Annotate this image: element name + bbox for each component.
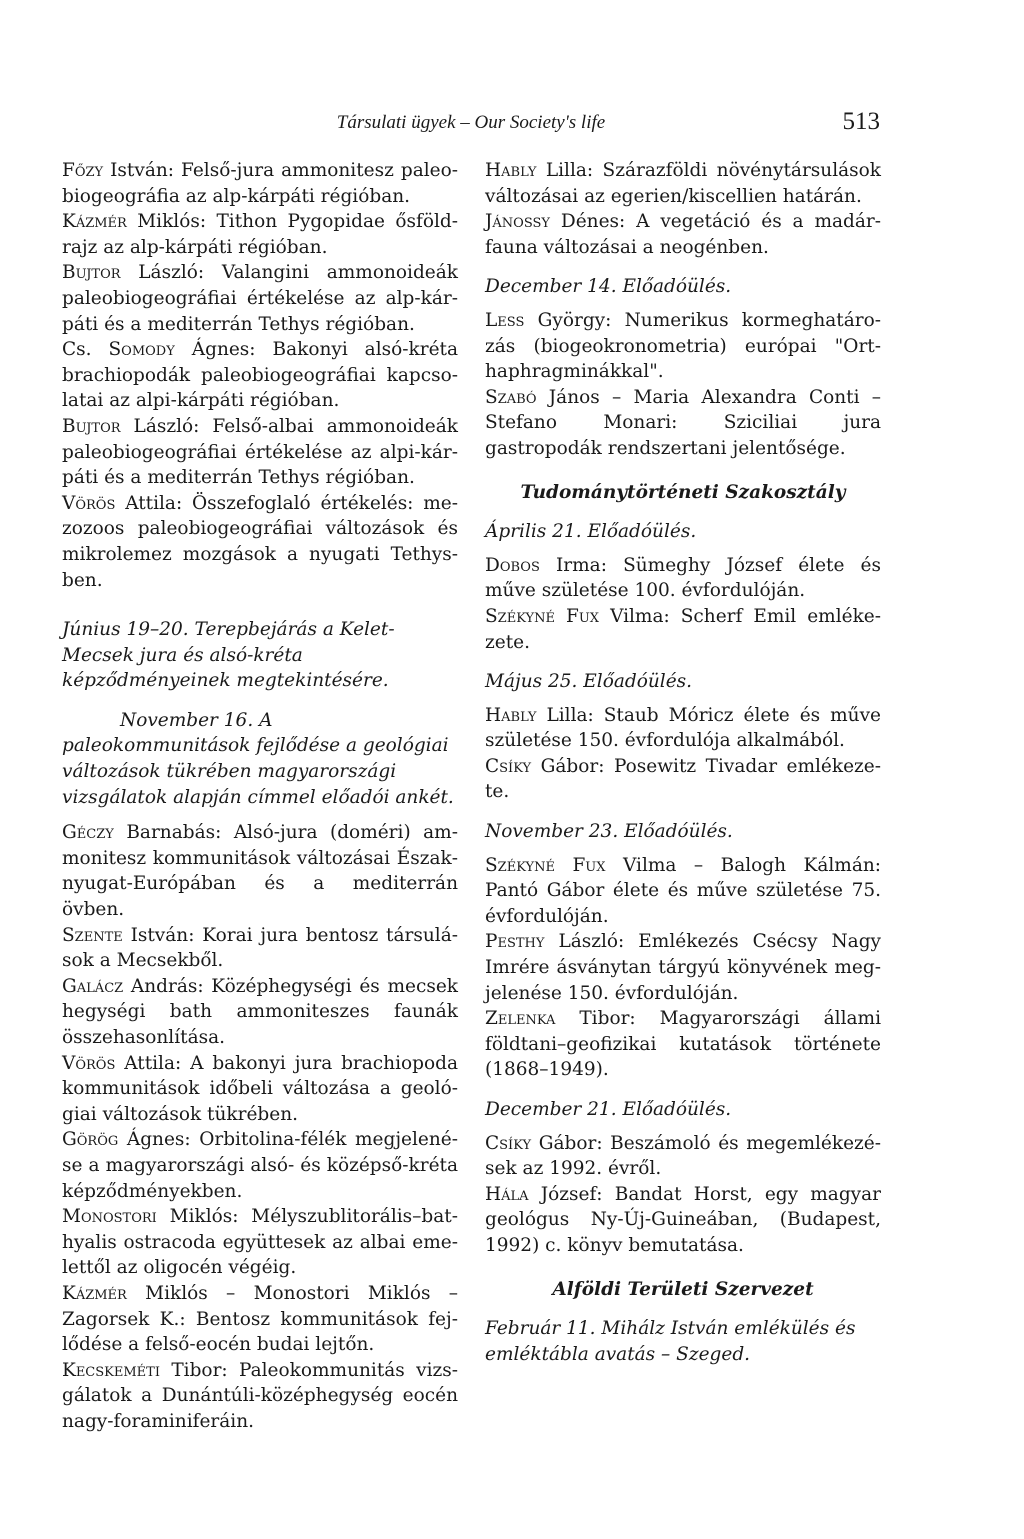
entry-title: Attila: Összefoglaló értékelés: mezozoos paleobiogeográfiai változások és mikrolemez mozgások a nyugati Tethysben. — [62, 492, 458, 591]
entry-title: Miklós: Tithon Pygopidae ősföldrajz az alp-kárpáti régióban. — [62, 211, 458, 258]
author-name: Hála — [485, 1183, 529, 1205]
date-april-21: Április 21. Előadóülés. — [485, 521, 697, 543]
entry-list — [62, 158, 458, 593]
entry-title: Gábor: Beszámoló és megemlékezések az 1992. évről. — [485, 1132, 881, 1180]
author-entry — [485, 158, 881, 209]
entry-title: Ágnes: Orbitolina-félék megjelenése a magyarországi alsó- és középső-kréta képződményekben. — [62, 1129, 458, 1202]
author-entry — [62, 491, 458, 593]
author-entry — [62, 820, 458, 922]
right-column — [485, 158, 881, 1377]
author-name: Dobos — [485, 554, 540, 576]
section-heading-alfold: Alföldi Területi Szervezet — [552, 1278, 814, 1300]
author-name: Pesthy — [485, 931, 545, 953]
author-name: Csíky — [485, 755, 532, 777]
entry-list — [485, 553, 881, 655]
event-february: Február 11. Mihálz István emlékülés és emléktábla avatás – Szeged. — [485, 1318, 856, 1365]
entry-list — [485, 308, 881, 462]
entry-list — [485, 703, 881, 805]
author-name: Szente — [62, 924, 123, 946]
author-entry — [485, 1006, 881, 1083]
author-name: Csíky — [485, 1132, 532, 1154]
entry-title: János – Maria Alexandra Conti – Stefano Monari: Sziciliai jura gastropodák rendszertani jelentősége. — [485, 386, 881, 459]
left-column — [62, 158, 458, 1435]
author-name: Hably — [485, 160, 537, 181]
entry-title: Ágnes: Bakonyi alsó-kréta brachiopodák paleobiogeográfiai kapcsolatai az alpi-kárpáti régióban. — [62, 339, 458, 412]
author-entry — [62, 1204, 458, 1281]
entry-title: Dénes: A vegetáció és a madárfauna változásai a neogénben. — [485, 211, 881, 258]
entry-title: Miklós: Mélyszublitorális–bathyalis ostracoda együttesek az albai emelettől az oligocén végéig. — [62, 1206, 458, 1279]
page-header — [62, 106, 880, 146]
entry-title: György: Numerikus kormeghatározás (biogeokronometria) európai "Orthaphragminákkal". — [485, 309, 881, 383]
author-name: Görög — [62, 1129, 119, 1151]
author-prefix: Cs. — [62, 339, 109, 361]
author-entry — [485, 853, 881, 930]
author-entry — [485, 1131, 881, 1182]
entry-title: Miklós – Monostori Miklós – Zagorsek K.: Bentosz kommunitások fejlődése a felső-eocén budai lejtőn. — [62, 1282, 458, 1356]
entry-title: László: Emlékezés Csécsy Nagy Imrére ásványtan tárgyú könyvének megjelenése 150. évfordulóján. — [485, 931, 881, 1004]
entry-title: Tibor: Paleokommunitás vizsgálatok a Dunántúli-középhegység eocén nagy-foraminiferáin. — [62, 1359, 458, 1432]
entry-title: Vilma – Balogh Kálmán: Pantó Gábor élete és műve születése 75. évfordulóján. — [485, 854, 882, 927]
author-entry — [485, 209, 881, 260]
author-entry — [62, 1281, 458, 1358]
entry-title: Vilma: Scherf Emil emlékezete. — [485, 605, 881, 653]
author-entry — [485, 385, 881, 462]
entry-title: Lilla: Staub Móricz élete és műve születése 150. évfordulója alkalmából. — [485, 704, 881, 752]
entry-title: Lilla: Szárazföldi növénytársulások változásai az egerien/kiscellien határán. — [485, 160, 881, 207]
author-name: Székyné Fux — [485, 605, 600, 627]
entry-title: Attila: A bakonyi jura brachiopoda kommunitások időbeli változása a geológiai változások tükrében. — [62, 1052, 458, 1125]
entry-title: Barnabás: Alsó-jura (doméri) ammonitesz kommunitások változásai Északnyugat-Európában és a mediterrán övben. — [62, 822, 458, 921]
author-entry — [62, 260, 458, 337]
author-name: Galácz — [62, 975, 124, 997]
author-name: Hably — [485, 704, 537, 726]
date-december-14: December 14. Előadóülés. — [485, 276, 732, 298]
author-entry — [62, 209, 458, 260]
author-entry — [485, 703, 881, 754]
author-entry — [62, 337, 458, 414]
author-name: Kecskeméti — [62, 1359, 160, 1381]
entry-list — [485, 1131, 881, 1259]
running-head: Társulati ügyek – Our Society's life — [336, 112, 606, 133]
author-entry — [485, 754, 881, 805]
entry-list — [62, 820, 458, 1434]
author-entry — [62, 1358, 458, 1435]
author-name: Vörös — [62, 1052, 116, 1074]
date-december-21: December 21. Előadóülés. — [485, 1099, 732, 1120]
author-name: Vörös — [62, 492, 116, 514]
event-june: Június 19–20. Terepbejárás a Kelet-Mecsek jura és alsó-kréta képződményeinek megtekintésére. — [62, 619, 395, 692]
author-entry — [62, 158, 458, 209]
author-name: Monostori — [62, 1206, 157, 1228]
date-november-23: November 23. Előadóülés. — [485, 821, 733, 843]
author-entry — [485, 308, 881, 385]
author-name: Főzy — [62, 160, 104, 181]
author-entry — [485, 553, 881, 604]
entry-title: Irma: Sümeghy József élete és műve születése 100. évfordulóján. — [485, 554, 881, 602]
author-name: Jánossy — [485, 211, 551, 233]
entry-title: Gábor: Posewitz Tivadar emlékezete. — [485, 755, 881, 803]
entry-title: András: Középhegységi és mecsek hegységi bath ammoniteszes faunák összehasonlítása. — [62, 975, 458, 1048]
entry-title: Tibor: Magyarországi állami földtani–geofizikai kutatások története (1868–1949). — [485, 1008, 881, 1081]
author-entry — [485, 929, 881, 1006]
author-name: Bujtor — [62, 415, 121, 437]
date-may-25: Május 25. Előadóülés. — [485, 671, 693, 693]
entry-list — [485, 853, 881, 1083]
author-entry — [485, 604, 881, 655]
author-name: Kázmér — [62, 1282, 127, 1304]
author-name: Kázmér — [62, 211, 127, 233]
author-entry — [62, 414, 458, 491]
section-heading-history: Tudománytörténeti Szakosztály — [520, 481, 846, 503]
author-entry — [62, 923, 458, 974]
entry-title: László: Felső-albai ammonoideák paleobiogeográfiai értékelése az alpi-kárpáti és a mediterrán Tethys régióban. — [62, 415, 458, 489]
entry-title: István: Korai jura bentosz társulások a Mecsekből. — [62, 924, 458, 972]
author-name: Géczy — [62, 822, 114, 844]
entry-title: László: Valangini ammonoideák paleobiogeográfiai értékelése az alp-kárpáti és a mediterrán Tethys régióban. — [62, 262, 458, 335]
event-november: November 16. A paleokommunitások fejlődése a geológiai változások tükrében magyarországi vizsgálatok alapján címmel előadói ankét. — [62, 709, 454, 808]
author-name: Zelenka — [485, 1008, 556, 1030]
entry-title: István: Felső-jura ammonitesz paleobiogeográfia az alp-kárpáti régióban. — [62, 160, 458, 207]
entry-list — [485, 158, 881, 260]
author-name: Szabó — [485, 386, 537, 408]
page-number: 513 — [842, 108, 880, 135]
author-entry — [62, 1051, 458, 1128]
author-entry — [62, 974, 458, 1051]
author-entry — [485, 1182, 881, 1259]
author-entry — [62, 1127, 458, 1204]
author-name: Somody — [108, 339, 175, 361]
author-name: Bujtor — [62, 262, 121, 284]
entry-title: József: Bandat Horst, egy magyar geológus Ny-Új-Guineában, (Budapest, 1992) c. könyv bemutatása. — [485, 1183, 881, 1256]
author-name: Székyné Fux — [485, 854, 606, 876]
author-name: Less — [485, 309, 525, 331]
